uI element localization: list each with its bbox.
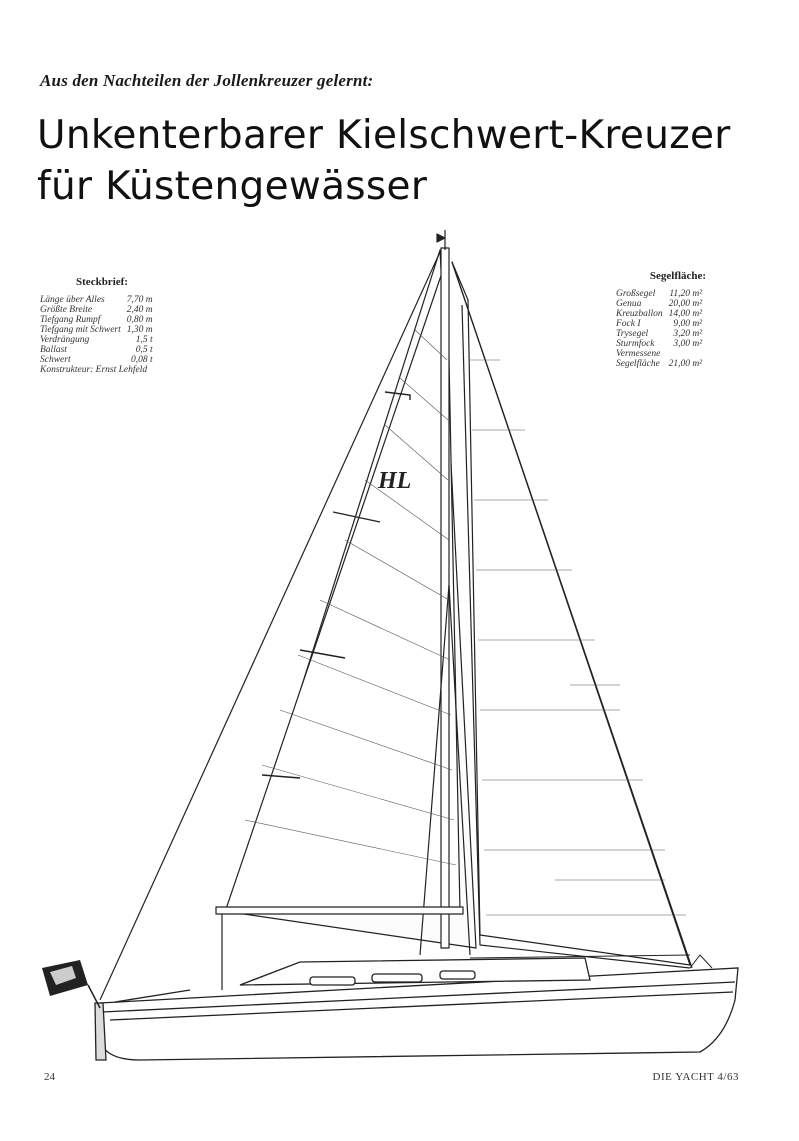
page-number: 24: [44, 1071, 55, 1083]
spec-value: 0,08 t: [130, 355, 153, 365]
sail-label: Genua: [616, 299, 642, 309]
masthead-flag-icon: [437, 234, 445, 242]
porthole-2: [372, 974, 422, 982]
porthole-3: [440, 971, 475, 979]
sail-value: 21,00 m²: [668, 359, 703, 369]
sail-insignia: HL: [378, 468, 412, 494]
kicker-line: Aus den Nachteilen der Jollenkreuzer gelernt:: [40, 71, 374, 90]
spec-label: Ballast: [40, 345, 67, 355]
spec-label: Tiefgang mit Schwert: [40, 325, 121, 335]
spec-value: 1,30 m: [126, 325, 153, 335]
spec-label: Größte Breite: [40, 305, 93, 315]
stern-ensign-flag: [42, 960, 100, 1008]
spec-value: 7,70 m: [126, 295, 153, 305]
hull: [95, 958, 738, 1060]
sail-label: Trysegel: [616, 329, 649, 339]
spec-value: 2,40 m: [126, 305, 153, 315]
sail-label: Fock I: [616, 319, 641, 329]
sail-value: 14,00 m²: [668, 309, 703, 319]
spec-label: Schwert: [40, 355, 71, 365]
segelflaeche-heading: Segelfläche:: [649, 270, 707, 282]
spec-value: 0,5 t: [135, 345, 153, 355]
sail-label: Vermessene: [616, 349, 661, 359]
spec-label: Länge über Alles: [40, 295, 105, 305]
sail-value: 3,00 m²: [673, 339, 703, 349]
sail-label: Kreuzballon: [616, 309, 663, 319]
sail-label: Großsegel: [616, 289, 656, 299]
spec-value: 0,80 m: [126, 315, 153, 325]
sail-value: 11,20 m²: [669, 289, 703, 299]
boom: [216, 907, 463, 914]
sail-value: 3,20 m²: [673, 329, 703, 339]
designer-credit: Konstrukteur: Ernst Lehfeld: [40, 365, 148, 375]
main-sail: [225, 258, 460, 912]
steckbrief-heading: Steckbrief:: [76, 276, 128, 288]
sail-value: 9,00 m²: [673, 319, 703, 329]
spec-label: Tiefgang Rumpf: [40, 315, 101, 325]
magazine-issue: DIE YACHT 4/63: [652, 1071, 739, 1083]
title-line-1: Unkenterbarer Kielschwert-Kreuzer: [37, 113, 731, 158]
sail-label: Sturmfock: [616, 339, 655, 349]
sail-value: 20,00 m²: [668, 299, 703, 309]
sail-label: Segelfläche: [616, 359, 660, 369]
spec-label: Verdrängung: [40, 335, 90, 345]
spec-value: 1,5 t: [135, 335, 153, 345]
title-line-2: für Küstengewässer: [37, 164, 428, 209]
porthole-1: [310, 977, 355, 985]
